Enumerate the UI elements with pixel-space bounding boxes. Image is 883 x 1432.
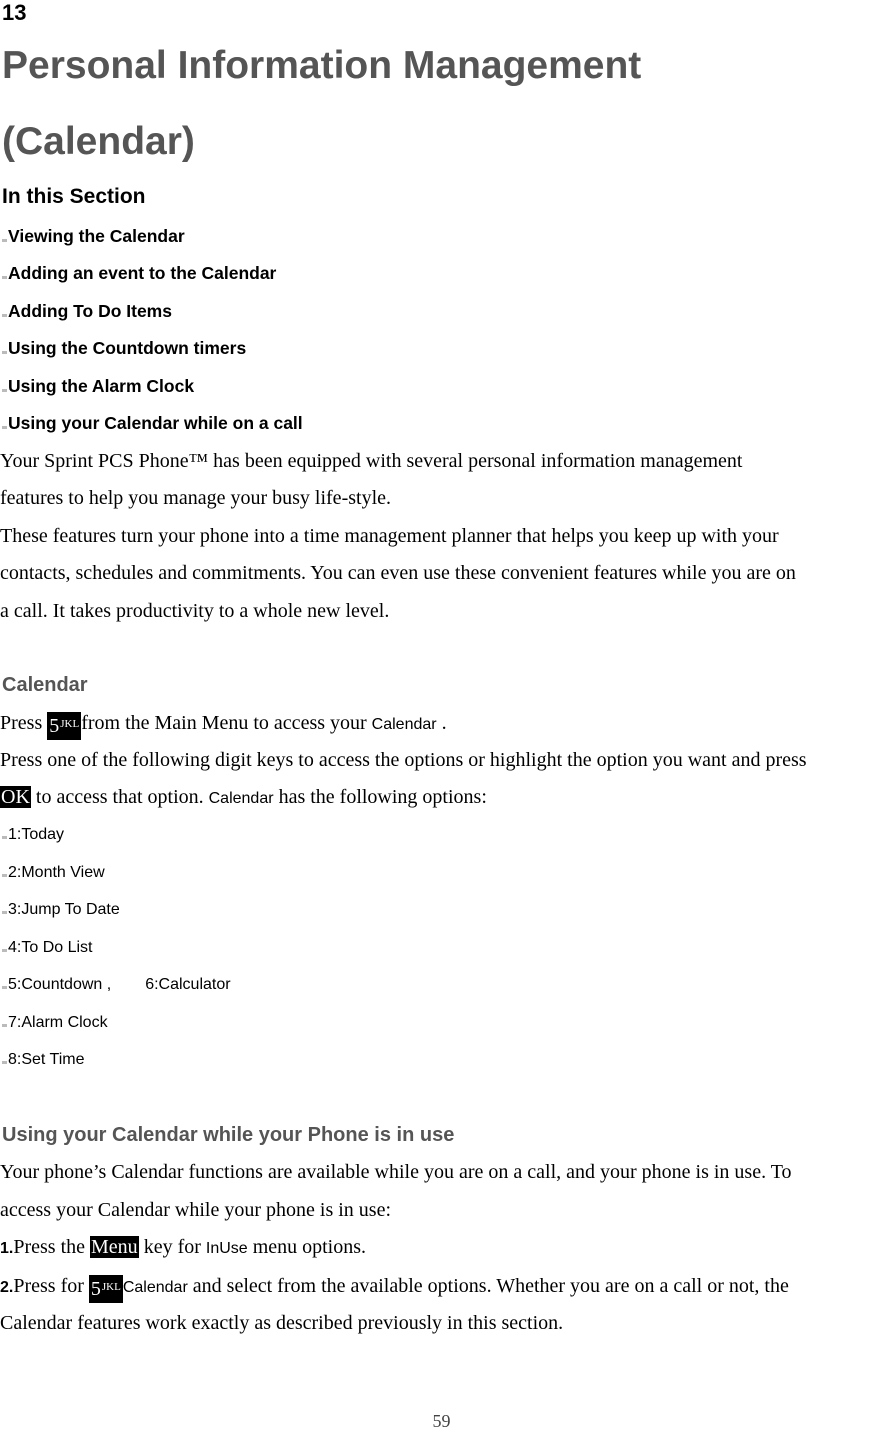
in-use-heading: Using your Calendar while your Phone is in use: [2, 1124, 455, 1146]
intro-line: contacts, schedules and commitments. You can even use these convenient features while you are on: [0, 562, 796, 584]
in-section-heading: In this Section: [2, 185, 146, 208]
toc-item: Adding an event to the Calendar: [2, 263, 276, 284]
key-5-jkl-icon: $5^{JKL}$: [89, 1275, 123, 1303]
intro-line: Your Sprint PCS Phone™ has been equipped with several personal information management: [0, 450, 743, 472]
toc-item: Adding To Do Items: [2, 301, 172, 322]
calendar-line3: OK to access that option. Calendar has the following options:: [1, 786, 487, 808]
calendar-option: 8:Set Time: [2, 1051, 84, 1069]
calendar-option: 5:Countdown , 6:Calculator: [2, 976, 231, 994]
toc-item: Using the Countdown timers: [2, 338, 246, 359]
in-use-line: access your Calendar while your phone is in use:: [0, 1199, 392, 1221]
calendar-option-calculator: 6:Calculator: [145, 976, 231, 993]
chapter-title-line1: Personal Information Management: [2, 44, 642, 87]
intro-line: These features turn your phone into a time management planner that helps you keep up with your: [0, 525, 779, 547]
calendar-press-line: Press $5^{JKL}$ from the Main Menu to access your Calendar .: [0, 712, 447, 740]
page-number: 59: [432, 1411, 451, 1431]
toc-item: Viewing the Calendar: [2, 226, 185, 247]
intro-line: features to help you manage your busy life-style.: [0, 487, 391, 509]
calendar-option: 1:Today: [2, 826, 64, 844]
chapter-title-line2: (Calendar): [2, 120, 195, 163]
in-use-step-1: 1.Press the Menu key for InUse menu options.: [0, 1236, 367, 1258]
in-use-line-last: Calendar features work exactly as described previously in this section.: [0, 1312, 564, 1334]
in-use-line: Your phone’s Calendar functions are available while you are on a call, and your phone is in use. To: [0, 1161, 792, 1183]
key-5-jkl-icon: $5^{JKL}$: [47, 712, 81, 740]
calendar-option: 2:Month View: [2, 864, 105, 882]
ok-key-icon: OK: [1, 786, 30, 808]
in-use-step-2: 2.Press for $5^{JKL}$ Calendar and select from the available options. Whether you are on a call or not, the: [0, 1275, 789, 1303]
calendar-option: 7:Alarm Clock: [2, 1014, 108, 1032]
intro-line: a call. It takes productivity to a whole new level.: [0, 600, 390, 622]
toc-item: Using the Alarm Clock: [2, 376, 194, 397]
calendar-line2: Press one of the following digit keys to access the options or highlight the option you want and press: [0, 749, 807, 771]
calendar-option: 3:Jump To Date: [2, 901, 120, 919]
chapter-number: 13: [2, 0, 27, 25]
calendar-heading: Calendar: [2, 674, 88, 696]
calendar-option: 4:To Do List: [2, 939, 92, 957]
menu-key-icon: Menu: [91, 1236, 138, 1258]
toc-item: Using your Calendar while on a call: [2, 413, 303, 434]
